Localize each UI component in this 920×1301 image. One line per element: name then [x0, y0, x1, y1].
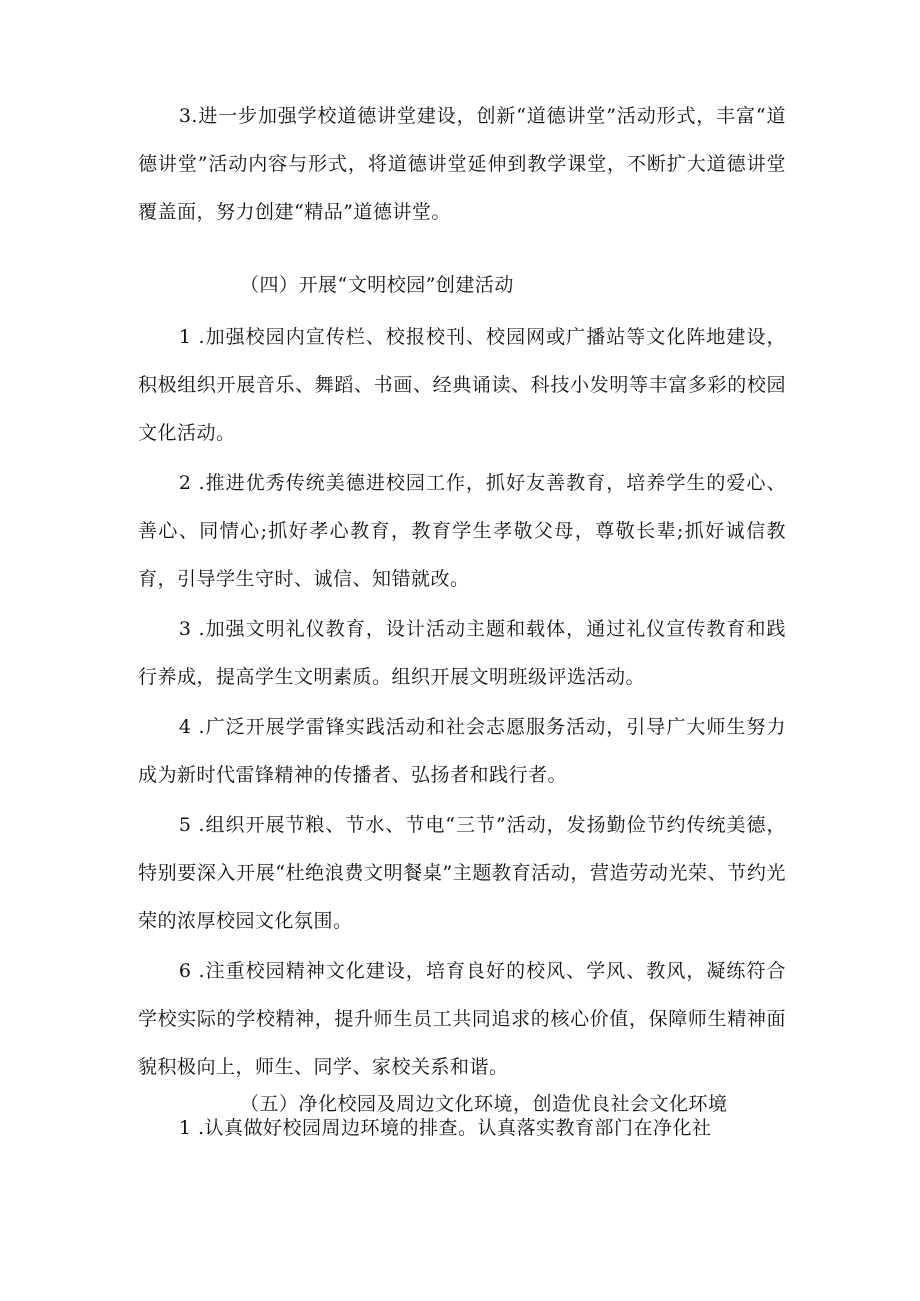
- section-5-heading: （五）净化校园及周边文化环境，创造优良社会文化环境: [240, 1093, 728, 1115]
- section-4-item-2: 2 .推进优秀传统美德进校园工作，抓好友善教育，培养学生的爱心、善心、同情心;抓好孝心教育，教育学生孝敬父母，尊敬长辈;抓好诚信教育，引导学生守时、诚信、知错就改。: [138, 472, 786, 590]
- section-4-item-6: 6 .注重校园精神文化建设，培育良好的校风、学风、教风，凝练符合学校实际的学校精神，提升师生员工共同追求的核心价值，保障师生精神面貌积极向上，师生、同学、家校关系和谐。: [138, 960, 786, 1078]
- section-4-item-5: 5 .组织开展节粮、节水、节电“三节”活动，发扬勤俭节约传统美德，特别要深入开展“杜绝浪费文明餐桌”主题教育活动，营造劳动光荣、节约光荣的浓厚校园文化氛围。: [138, 814, 786, 932]
- paragraph-3: 3.进一步加强学校道德讲堂建设，创新“道德讲堂”活动形式，丰富“道德讲堂”活动内容与形式，将道德讲堂延伸到教学课堂，不断扩大道德讲堂覆盖面，努力创建“精品”道德讲堂。: [138, 105, 786, 223]
- section-5-item-1: 1 .认真做好校园周边环境的排查。认真落实教育部门在净化社: [178, 1117, 712, 1139]
- section-4-item-4: 4 .广泛开展学雷锋实践活动和社会志愿服务活动，引导广大师生努力成为新时代雷锋精神的传播者、弘扬者和践行者。: [138, 716, 786, 786]
- section-4-item-1: 1 .加强校园内宣传栏、校报校刊、校园网或广播站等文化阵地建设，积极组织开展音乐、舞蹈、书画、经典诵读、科技小发明等丰富多彩的校园文化活动。: [138, 326, 786, 444]
- section-4-heading: （四）开展“文明校园”创建活动: [240, 274, 514, 296]
- section-4-item-3: 3 .加强文明礼仪教育，设计活动主题和载体，通过礼仪宣传教育和践行养成，提高学生文明素质。组织开展文明班级评选活动。: [138, 618, 786, 688]
